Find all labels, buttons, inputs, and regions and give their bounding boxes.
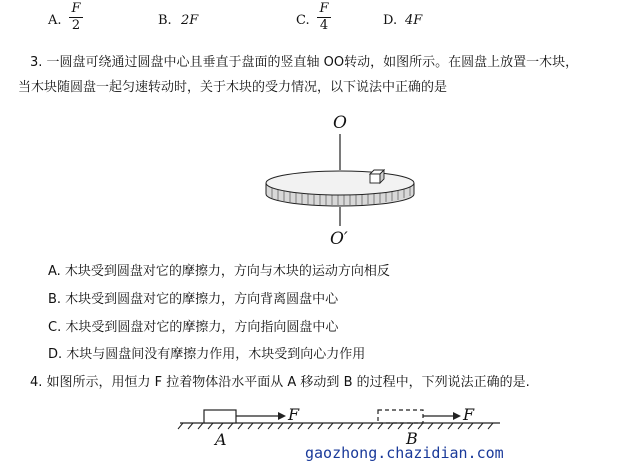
q4-text: 4. 如图所示，用恒力 F 拉着物体沿水平面从 A 移动到 B 的过程中，下列说法正确的是.	[30, 375, 530, 390]
q3-option-a: A. 木块受到圆盘对它的摩擦力，方向与木块的运动方向相反	[48, 264, 390, 279]
axis-label-top: O	[333, 113, 347, 133]
q3-text-line2: 当木块随圆盘一起匀速转动时，关于木块的受力情况，以下说法中正确的是	[18, 80, 448, 95]
ground-hatching	[178, 423, 493, 429]
force-label-1: F	[288, 405, 300, 424]
point-b-label: B	[406, 429, 418, 448]
option-a-fraction	[68, 2, 84, 33]
option-c-numerator: F	[319, 1, 329, 16]
option-c-fraction	[316, 2, 332, 33]
wooden-block	[370, 170, 384, 183]
q3-option-c: C. 木块受到圆盘对它的摩擦力，方向指向圆盘中心	[48, 320, 339, 335]
option-d-value: 4F	[405, 13, 423, 28]
q3-option-b: B. 木块受到圆盘对它的摩擦力，方向背离圆盘中心	[48, 292, 339, 307]
option-c-denominator: 4	[319, 18, 329, 33]
force-diagram	[175, 398, 505, 450]
option-c-letter: C.	[296, 13, 310, 28]
axis-label-bottom: O′	[330, 229, 348, 248]
option-a-numerator: F	[71, 1, 81, 16]
q3-text-line1: 3. 一圆盘可绕通过圆盘中心且垂直于盘面的竖直轴 OO转动，如图所示。在圆盘上放置一木块，	[30, 55, 579, 70]
point-a-label: A	[215, 430, 227, 449]
option-d-letter: D.	[383, 13, 398, 28]
option-a-denominator: 2	[71, 18, 81, 33]
rotating-disk-figure	[250, 108, 420, 248]
site-watermark: gaozhong.chazidian.com	[305, 444, 504, 462]
force-label-2: F	[463, 405, 475, 424]
block-at-b	[378, 410, 423, 423]
block-at-a	[204, 410, 236, 423]
force-arrowhead-a	[278, 412, 286, 420]
disk-top	[266, 171, 414, 195]
option-a-letter: A.	[48, 13, 62, 28]
q3-option-d: D. 木块与圆盘间没有摩擦力作用，木块受到向心力作用	[48, 347, 366, 362]
force-arrowhead-b	[453, 412, 461, 420]
option-b-value: 2F	[181, 13, 199, 28]
option-b-letter: B.	[158, 13, 172, 28]
